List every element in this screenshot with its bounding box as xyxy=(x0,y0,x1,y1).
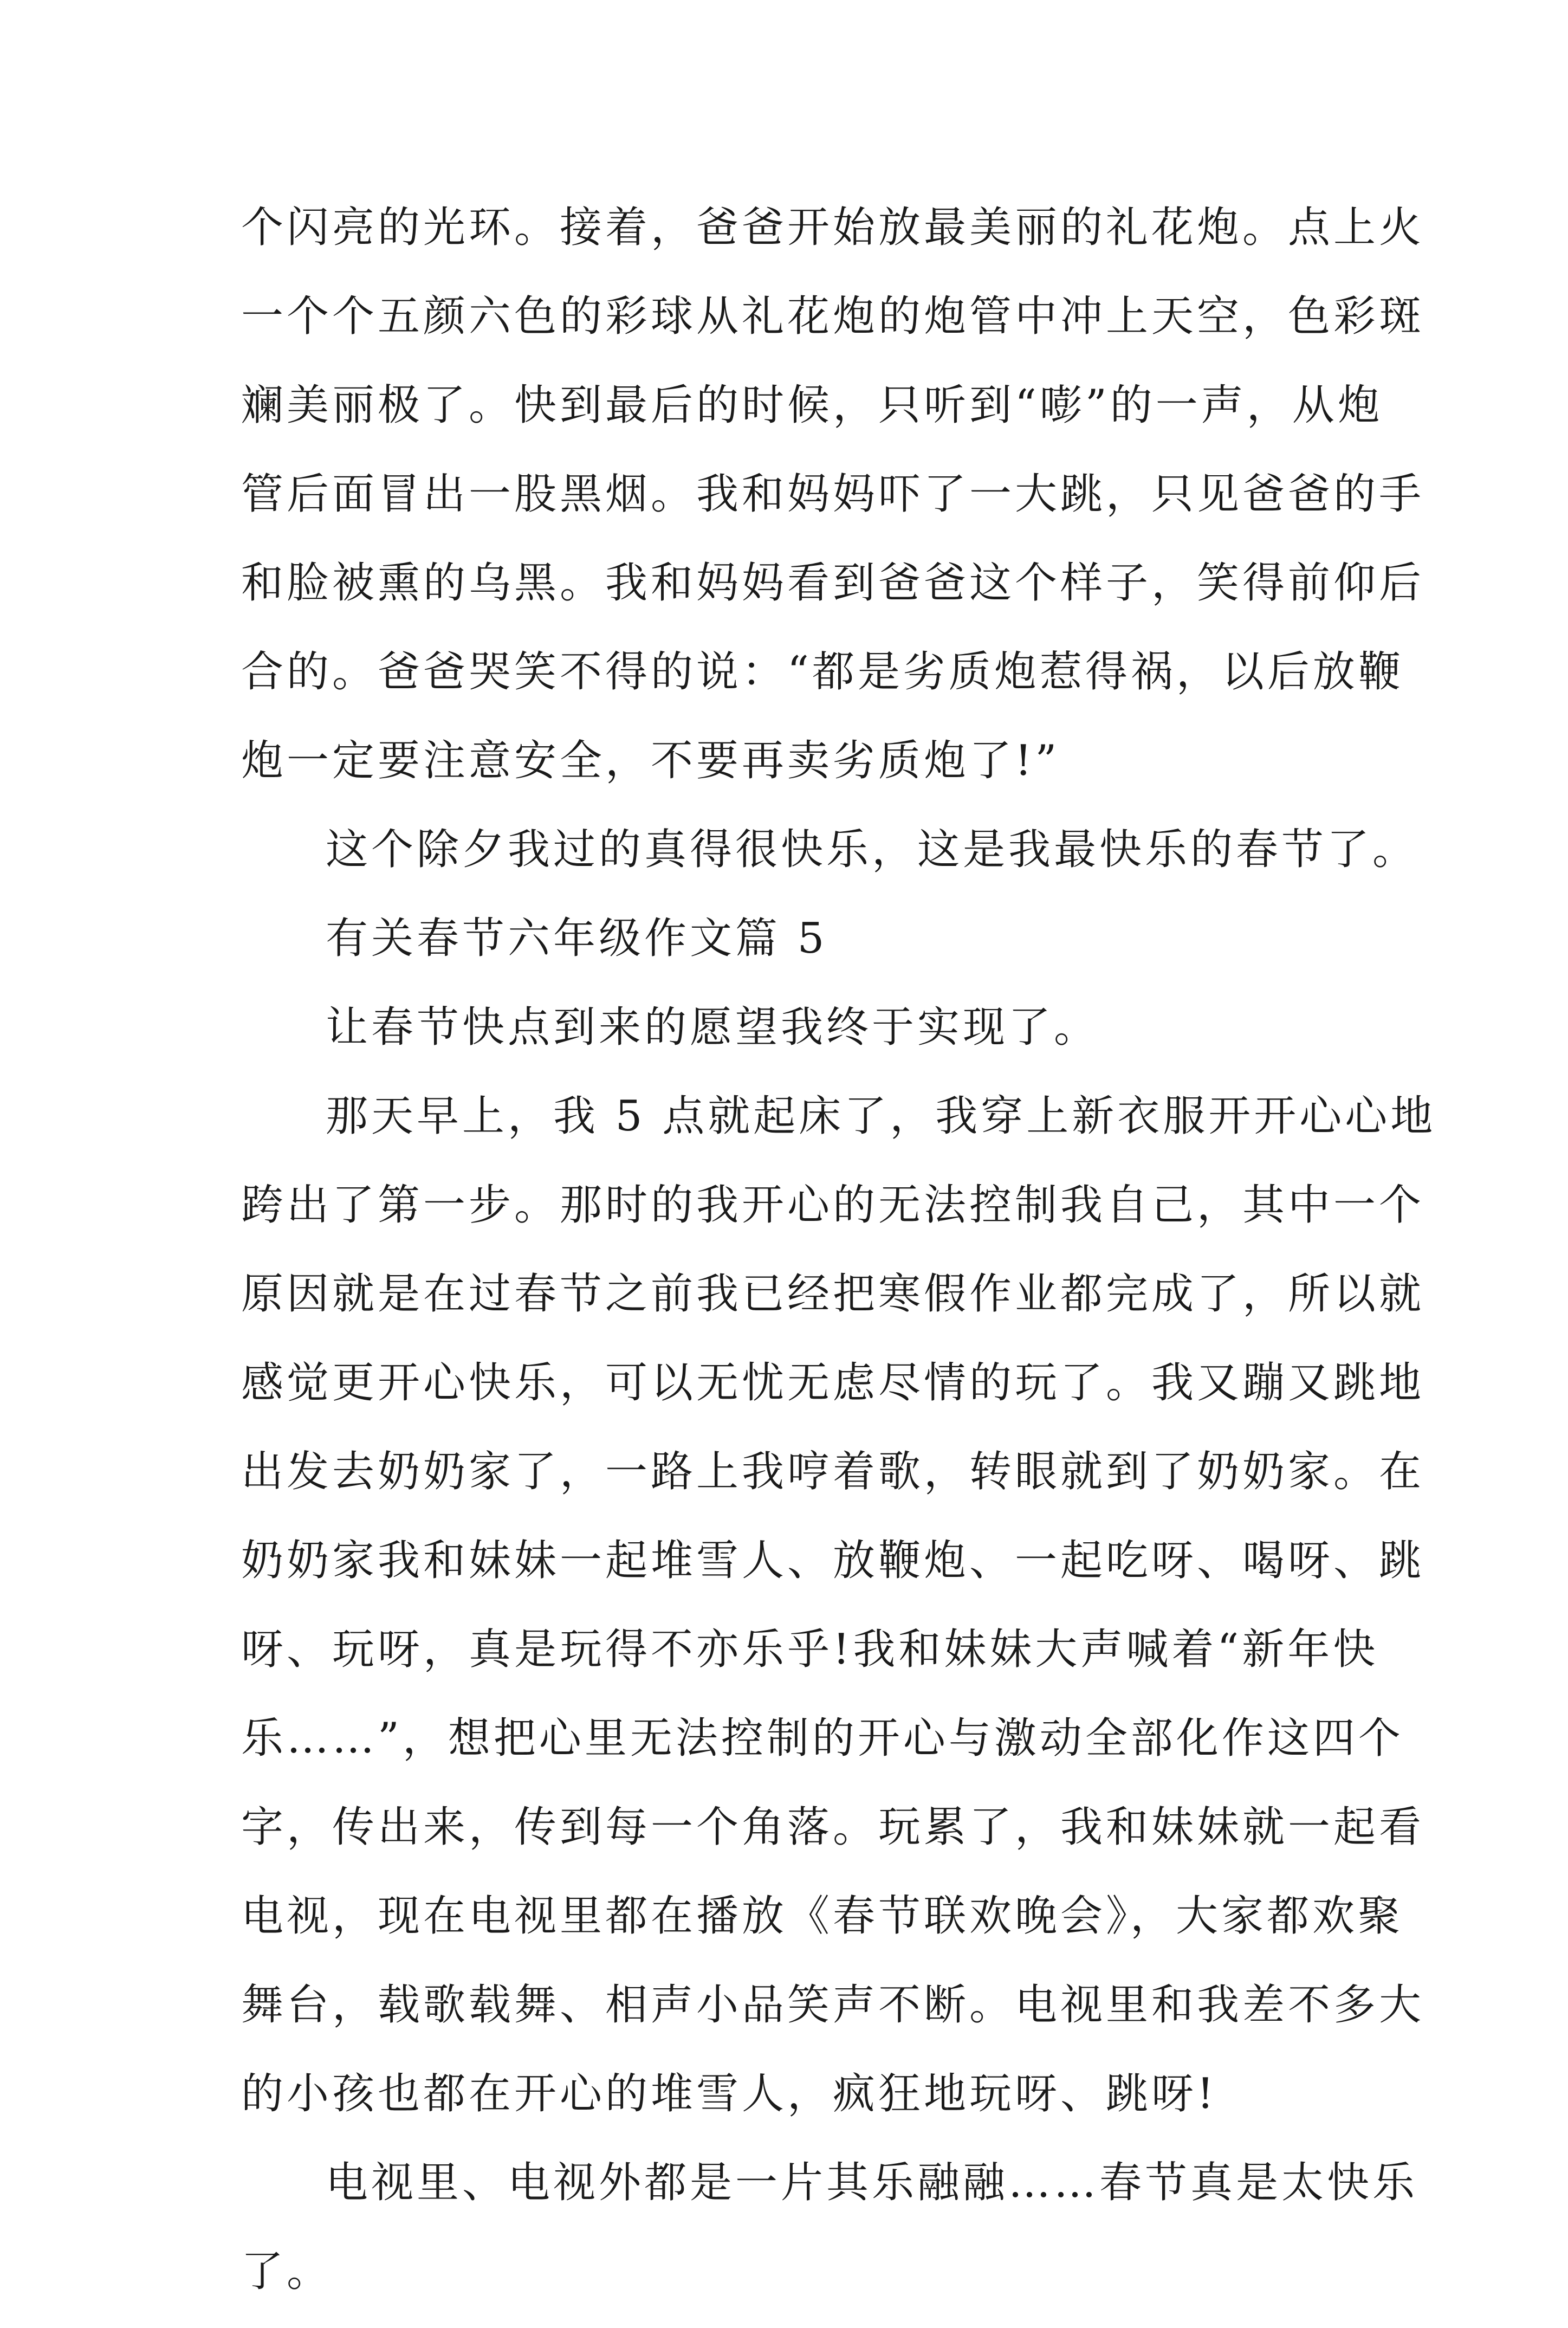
text-line: 和脸被熏的乌黑。我和妈妈看到爸爸这个样子，笑得前仰后 xyxy=(241,559,1425,607)
text-line: 呀、玩呀，真是玩得不亦乐乎!我和妹妹大声喊着“新年快 xyxy=(241,1625,1379,1674)
text-line: 原因就是在过春节之前我已经把寒假作业都完成了，所以就 xyxy=(241,1270,1425,1318)
text-line: 了。 xyxy=(241,2247,333,2296)
text-line: 个闪亮的光环。接着，爸爸开始放最美丽的礼花炮。点上火 xyxy=(241,203,1425,252)
text-line: 的小孩也都在开心的堆雪人，疯狂地玩呀、跳呀! xyxy=(241,2070,1217,2118)
text-line: 电视，现在电视里都在播放《春节联欢晚会》，大家都欢聚 xyxy=(241,1892,1404,1941)
text-line: 有关春节六年级作文篇 5 xyxy=(326,914,828,963)
text-line: 奶奶家我和妹妹一起堆雪人、放鞭炮、一起吃呀、喝呀、跳 xyxy=(241,1536,1425,1585)
document-body xyxy=(241,195,1436,2328)
text-line: 这个除夕我过的真得很快乐，这是我最快乐的春节了。 xyxy=(326,825,1418,874)
text-line: 字，传出来，传到每一个角落。玩累了，我和妹妹就一起看 xyxy=(241,1803,1425,1852)
text-line: 让春节快点到来的愿望我终于实现了。 xyxy=(326,1003,1100,1052)
text-line: 出发去奶奶家了，一路上我哼着歌，转眼就到了奶奶家。在 xyxy=(241,1447,1425,1496)
text-line: 乐……”，想把心里无法控制的开心与激动全部化作这四个 xyxy=(241,1714,1404,1763)
text-line: 管后面冒出一股黑烟。我和妈妈吓了一大跳，只见爸爸的手 xyxy=(241,470,1425,519)
text-line: 一个个五颜六色的彩球从礼花炮的炮管中冲上天空，色彩斑 xyxy=(241,292,1425,341)
text-line: 感觉更开心快乐，可以无忧无虑尽情的玩了。我又蹦又跳地 xyxy=(241,1359,1425,1407)
text-line: 电视里、电视外都是一片其乐融融……春节真是太快乐 xyxy=(326,2158,1418,2207)
text-line: 斓美丽极了。快到最后的时候，只听到“嘭”的一声，从炮 xyxy=(241,381,1383,430)
text-line: 合的。爸爸哭笑不得的说：“都是劣质炮惹得祸，以后放鞭 xyxy=(241,648,1404,696)
text-line: 那天早上，我 5 点就起床了，我穿上新衣服开开心心地 xyxy=(326,1092,1436,1141)
text-line: 舞台，载歌载舞、相声小品笑声不断。电视里和我差不多大 xyxy=(241,1981,1425,2029)
text-line: 跨出了第一步。那时的我开心的无法控制我自己，其中一个 xyxy=(241,1181,1425,1230)
text-line: 炮一定要注意安全，不要再卖劣质炮了!” xyxy=(241,736,1060,785)
